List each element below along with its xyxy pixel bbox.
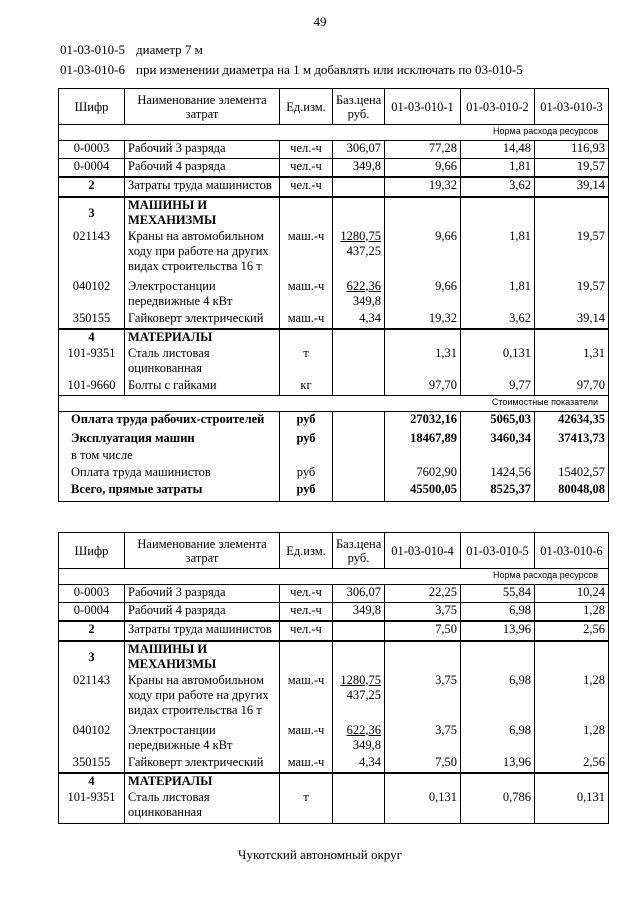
row-value: 39,14: [535, 177, 609, 197]
total-name: Эксплуатация машин: [59, 431, 280, 448]
row-name: Краны на автомобильном ходу при работе на других видах строительства 16 т: [125, 673, 280, 723]
row-unit: чел.-ч: [280, 603, 333, 621]
row-value: 0,131: [385, 790, 461, 824]
row-value: 14,48: [461, 141, 535, 159]
row-price-secondary: 349,8: [352, 293, 381, 308]
total-unit: руб: [280, 482, 333, 502]
row-value: 0,131: [461, 346, 535, 378]
total-value: 7602,90: [385, 465, 461, 482]
row-value: 3,75: [385, 673, 461, 723]
header-text: при изменении диаметра на 1 м добавлять или исключать по 03-010-5: [136, 62, 523, 77]
row-code: 021143: [59, 673, 125, 723]
total-value: 15402,57: [535, 465, 609, 482]
row-unit: т: [280, 790, 333, 824]
row-price: 622,36: [346, 278, 381, 293]
row-code: 0-0004: [59, 603, 125, 621]
row-value: 1,81: [461, 159, 535, 177]
col-header-code: 01-03-010-2: [461, 89, 535, 125]
row-name: Рабочий 4 разряда: [125, 603, 280, 621]
row-unit: чел.-ч: [280, 585, 333, 603]
row-code: 0-0003: [59, 141, 125, 159]
row-code: 101-9351: [59, 790, 125, 824]
row-name: Затраты труда машинистов: [125, 177, 280, 197]
row-value: 19,32: [385, 177, 461, 197]
total-name: Всего, прямые затраты: [59, 482, 280, 502]
section-code: 4: [59, 329, 125, 346]
section-code: 3: [59, 641, 125, 673]
row-name: Гайковерт электрический: [125, 755, 280, 773]
total-unit: руб: [280, 431, 333, 448]
total-value: 5065,03: [461, 412, 535, 431]
row-value: 1,81: [461, 279, 535, 311]
row-value: 3,62: [461, 177, 535, 197]
row-name: Рабочий 4 разряда: [125, 159, 280, 177]
row-unit: маш.-ч: [280, 279, 333, 311]
row-code: 350155: [59, 311, 125, 329]
row-unit: кг: [280, 378, 333, 396]
row-unit: чел.-ч: [280, 177, 333, 197]
row-unit: маш.-ч: [280, 755, 333, 773]
row-value: 6,98: [461, 723, 535, 755]
total-value: 18467,89: [385, 431, 461, 448]
col-header-name: Наименование элемента затрат: [125, 89, 280, 125]
col-header-code: 01-03-010-6: [535, 533, 609, 569]
row-price: 622,36: [346, 722, 381, 737]
row-unit: чел.-ч: [280, 159, 333, 177]
row-price-secondary: 437,25: [346, 687, 381, 702]
page-number: 49: [313, 14, 327, 29]
total-value: 3460,34: [461, 431, 535, 448]
row-price: 1280,75: [340, 672, 381, 687]
section-code: 4: [59, 773, 125, 790]
col-header-name: Наименование элемента затрат: [125, 533, 280, 569]
row-value: 97,70: [535, 378, 609, 396]
resource-table-2: [58, 532, 609, 824]
row-value: 7,50: [385, 755, 461, 773]
row-price: 1280,75: [340, 228, 381, 243]
row-value: 77,28: [385, 141, 461, 159]
section-title: МАТЕРИАЛЫ: [125, 773, 280, 790]
row-value: 22,25: [385, 585, 461, 603]
row-value: 116,93: [535, 141, 609, 159]
row-value: 9,66: [385, 229, 461, 279]
col-header-shifr: Шифр: [59, 533, 125, 569]
cost-band: Стоимостные показатели: [59, 396, 609, 412]
resource-table-1: [58, 88, 609, 502]
row-value: 19,57: [535, 229, 609, 279]
section-title: МАТЕРИАЛЫ: [125, 329, 280, 346]
total-value: 42634,35: [535, 412, 609, 431]
header-text: диаметр 7 м: [136, 42, 203, 57]
row-value: 55,84: [461, 585, 535, 603]
row-unit: маш.-ч: [280, 229, 333, 279]
row-name: Рабочий 3 разряда: [125, 585, 280, 603]
row-unit: т: [280, 346, 333, 378]
row-value: 19,57: [535, 159, 609, 177]
row-unit: маш.-ч: [280, 723, 333, 755]
row-value: 0,786: [461, 790, 535, 824]
total-name: Оплата труда рабочих-строителей: [59, 412, 280, 431]
row-name: Болты с гайками: [125, 378, 280, 396]
col-header-price: Баз.цена руб.: [333, 89, 385, 125]
row-value: 9,66: [385, 279, 461, 311]
row-code: 101-9351: [59, 346, 125, 378]
total-value: 27032,16: [385, 412, 461, 431]
row-name: Краны на автомобильном ходу при работе на других видах строительства 16 т: [125, 229, 280, 279]
row-value: 1,31: [535, 346, 609, 378]
col-header-shifr: Шифр: [59, 89, 125, 125]
row-value: 9,77: [461, 378, 535, 396]
row-value: 3,62: [461, 311, 535, 329]
section-code: 3: [59, 197, 125, 229]
col-header-price: Баз.цена руб.: [333, 533, 385, 569]
row-name: Затраты труда машинистов: [125, 621, 280, 641]
row-value: 3,75: [385, 603, 461, 621]
row-unit: чел.-ч: [280, 621, 333, 641]
row-price: 306,07: [333, 141, 385, 159]
row-code: 101-9660: [59, 378, 125, 396]
row-value: 19,32: [385, 311, 461, 329]
row-code: 0-0003: [59, 585, 125, 603]
header-code: 01-03-010-6: [60, 62, 125, 77]
total-value: [461, 448, 535, 465]
row-value: 13,96: [461, 755, 535, 773]
row-value: 7,50: [385, 621, 461, 641]
row-value: 2,56: [535, 621, 609, 641]
total-unit: [280, 448, 333, 465]
col-header-code: 01-03-010-1: [385, 89, 461, 125]
row-code: 0-0004: [59, 159, 125, 177]
total-value: 1424,56: [461, 465, 535, 482]
row-value: 9,66: [385, 159, 461, 177]
section-code: 2: [59, 177, 125, 197]
row-name: Гайковерт электрический: [125, 311, 280, 329]
section-code: 2: [59, 621, 125, 641]
row-value: 1,28: [535, 723, 609, 755]
norm-band: Норма расхода ресурсов: [59, 125, 609, 141]
row-value: 1,31: [385, 346, 461, 378]
row-unit: маш.-ч: [280, 311, 333, 329]
header-line: [60, 42, 203, 58]
row-value: 3,75: [385, 723, 461, 755]
row-value: 2,56: [535, 755, 609, 773]
total-value: 80048,08: [535, 482, 609, 502]
total-value: [535, 448, 609, 465]
row-name: Электростанции передвижные 4 кВт: [125, 723, 280, 755]
section-title: МАШИНЫ И МЕХАНИЗМЫ: [125, 641, 280, 673]
row-value: 0,131: [535, 790, 609, 824]
total-value: 45500,05: [385, 482, 461, 502]
col-header-unit: Ед.изм.: [280, 533, 333, 569]
row-price-secondary: 349,8: [352, 737, 381, 752]
total-value: 8525,37: [461, 482, 535, 502]
col-header-code: 01-03-010-3: [535, 89, 609, 125]
total-name: Оплата труда машинистов: [59, 465, 280, 482]
row-price: 349,8: [333, 603, 385, 621]
header-code: 01-03-010-5: [60, 42, 125, 57]
row-name: Сталь листовая оцинкованная: [125, 790, 280, 824]
row-value: 1,28: [535, 603, 609, 621]
row-code: 021143: [59, 229, 125, 279]
row-name: Рабочий 3 разряда: [125, 141, 280, 159]
col-header-code: 01-03-010-5: [461, 533, 535, 569]
row-code: 040102: [59, 723, 125, 755]
row-name: Электростанции передвижные 4 кВт: [125, 279, 280, 311]
row-price: 306,07: [333, 585, 385, 603]
footer-region: Чукотский автономный округ: [238, 847, 402, 862]
total-name: в том числе: [59, 448, 280, 465]
col-header-unit: Ед.изм.: [280, 89, 333, 125]
total-value: [385, 448, 461, 465]
row-price: 349,8: [333, 159, 385, 177]
row-code: 040102: [59, 279, 125, 311]
col-header-code: 01-03-010-4: [385, 533, 461, 569]
row-price: 4,34: [333, 755, 385, 773]
total-unit: руб: [280, 465, 333, 482]
row-value: 39,14: [535, 311, 609, 329]
row-unit: маш.-ч: [280, 673, 333, 723]
row-code: 350155: [59, 755, 125, 773]
row-price: 4,34: [333, 311, 385, 329]
section-title: МАШИНЫ И МЕХАНИЗМЫ: [125, 197, 280, 229]
row-price-secondary: 437,25: [346, 243, 381, 258]
row-name: Сталь листовая оцинкованная: [125, 346, 280, 378]
row-value: 97,70: [385, 378, 461, 396]
row-value: 19,57: [535, 279, 609, 311]
total-value: 37413,73: [535, 431, 609, 448]
row-value: 13,96: [461, 621, 535, 641]
row-value: 1,81: [461, 229, 535, 279]
row-value: 10,24: [535, 585, 609, 603]
total-unit: руб: [280, 412, 333, 431]
row-value: 1,28: [535, 673, 609, 723]
row-value: 6,98: [461, 673, 535, 723]
norm-band: Норма расхода ресурсов: [59, 569, 609, 585]
header-line: [60, 62, 523, 78]
row-unit: чел.-ч: [280, 141, 333, 159]
row-value: 6,98: [461, 603, 535, 621]
